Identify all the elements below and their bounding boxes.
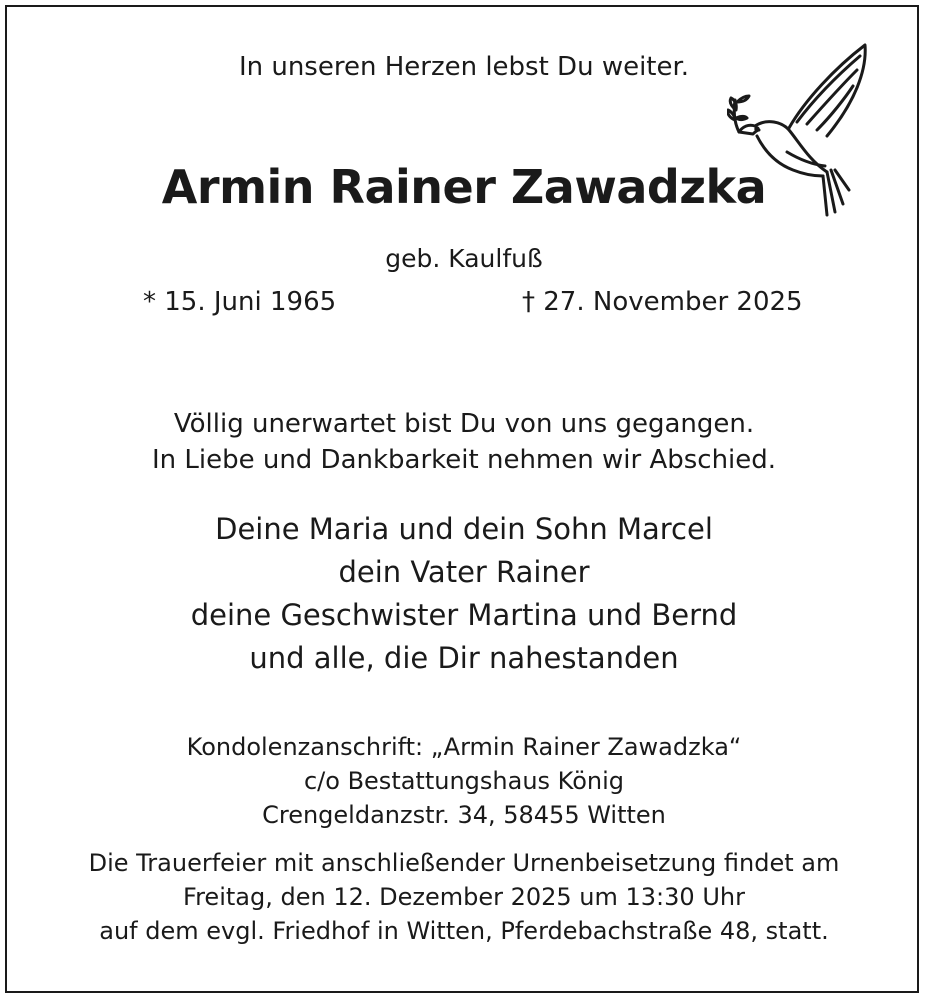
mourner-line: dein Vater Rainer xyxy=(338,555,590,589)
motto: In unseren Herzen lebst Du weiter. xyxy=(238,52,690,82)
mourner-line: Deine Maria und dein Sohn Marcel xyxy=(215,512,713,546)
service-line: Die Trauerfeier mit anschließender Urnenbeisetzung findet am xyxy=(88,849,840,877)
condolence-line: Kondolenzanschrift: „Armin Rainer Zawadzka“ xyxy=(186,733,742,761)
service-line: Freitag, den 12. Dezember 2025 um 13:30 Uhr xyxy=(183,883,745,911)
message-line: In Liebe und Dankbarkeit nehmen wir Abschied. xyxy=(151,445,777,475)
mourners-list xyxy=(0,508,928,680)
deceased-name: Armin Rainer Zawadzka xyxy=(161,160,767,214)
birth-name: geb. Kaulfuß xyxy=(385,244,543,273)
mourner-line: und alle, die Dir nahestanden xyxy=(249,641,679,675)
farewell-message xyxy=(0,406,928,478)
birth-date: * 15. Juni 1965 xyxy=(143,287,337,317)
service-line: auf dem evgl. Friedhof in Witten, Pferdebachstraße 48, statt. xyxy=(99,917,829,945)
message-line: Völlig unerwartet bist Du von uns gegangen. xyxy=(173,409,755,439)
condolence-line: c/o Bestattungshaus König xyxy=(303,767,625,795)
condolence-address xyxy=(0,730,928,832)
mourner-line: deine Geschwister Martina und Bernd xyxy=(190,598,738,632)
condolence-line: Crengeldanzstr. 34, 58455 Witten xyxy=(262,801,666,829)
death-date: † 27. November 2025 xyxy=(522,287,803,317)
funeral-service-info xyxy=(0,846,928,948)
